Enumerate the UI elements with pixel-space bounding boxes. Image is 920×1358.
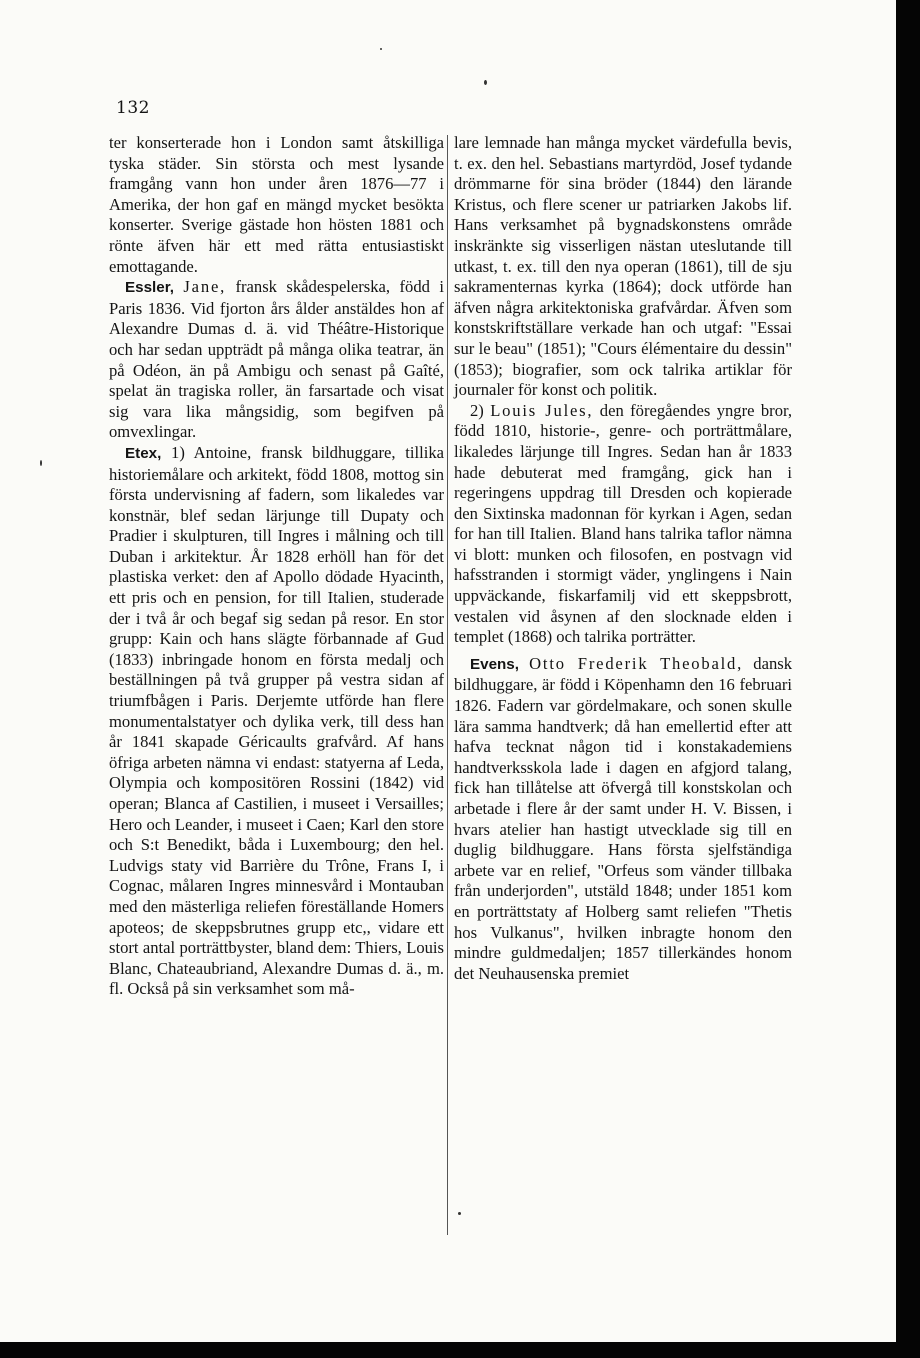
paper-speck (40, 460, 42, 466)
entry-etex (109, 443, 444, 1000)
left-column (109, 133, 444, 1000)
entry-name: Otto Frederik Theobald, (529, 653, 744, 673)
paragraph-text: ter konserterade hon i London samt åtskilliga tyska städer. Sin största och mest lysande framgång vann hon under åren 1876—77 i Amerika, der hon gaf en mängd mycket besökta konserter. Sverige gästade hon hösten 1881 och rönte äfven här ett med rätta entusiastiskt emottagande. (109, 133, 444, 276)
entry-name: Jane, (183, 277, 227, 297)
entry-lead: 2) (470, 400, 484, 420)
right-column (454, 133, 792, 984)
entry-evens (454, 654, 792, 985)
entry-headword: Etex, (125, 444, 162, 462)
entry-text: 1) Antoine, fransk bildhuggare, tillika historiemålare och arkitekt, född 1808, mottog sin första undervisning af fadern, som likaledes var konstnär, blef sedan lärjunge till Dupaty och Pradier i skulpturen, till Ingres i målning och till Duban i arkitektur. År 1828 erhöll han för det plastiska verket: den af Apollo dödade Hyacinth, ett pris och en pension, for till Italien, studerade der i två år och begaf sig sedan på resor. En stor grupp: Kain och hans slägte förbannade af Gud (1833) inbringade honom en första medalj och beställningen på två grupper på vestra sidan af triumfbågen i Paris. Derjemte utförde han flere monumentalstatyer och dylika verk, till dess han år 1841 skapade Géricaults grafvård. Af hans öfriga arbeten nämna vi endast: statyerna af Leda, Olympia och kompositören Rossini (1842) vid operan; Blanca af Castilien, i museet i Versailles; Hero och Leander, i museet i Caen; Karl den store och S:t Benedikt, båda i Luxembourg; den hel. Ludvigs staty vid Barrière du Trône, Frans I, i Cognac, målaren Ingres minnesvård i Montauban med den mästerliga reliefen föreställande Homers apoteos; de skeppsbrutnes grupp etc,, vidare ett stort antal porträttbyster, bland dem: Thiers, Louis Blanc, Chateaubriand, Alexandre Dumas d. ä., m. fl. Också på sin verksamhet som må- (109, 442, 444, 999)
entry-headword: Essler, (125, 279, 174, 297)
entry-essler (109, 277, 444, 443)
entry-text: fransk skådespelerska, född i Paris 1836. Vid fjorton års ålder anstäldes hon af Alexandre Dumas d. ä. vid Théâtre-Historique och har sedan uppträdt på många olika teatrar, än på Odéon, än på Ambigu och senast på Gaîté, spelat än tragiska roller, än farsartade och visat sig vara lika mångsidig, som begifven på omvexlingar. (109, 277, 444, 442)
entry-text: den föregåendes yngre bror, född 1810, historie-, genre- och porträttmålare, likaledes lärjunge till Ingres. Sedan han år 1833 hade debuterat med framgång, gick han i regeringens uppdrag till Dresden och kopierade den Sixtinska madonnan för kyrkan i Agen, sedan for han till Italien. Bland hans talrika taflor nämna vi blott: munken och filosofen, en postvagn vid hafsstranden i stormigt väder, ynglingens i Nain uppväckande, fiskarfamilj vid ett skeppsbrott, vestalen vid åsynen af den slocknade elden i templet (1868) och talrika porträtter. (454, 400, 792, 647)
paragraph-text: lare lemnade han många mycket värdefulla bevis, t. ex. den hel. Sebastians martyrdöd, Josef tydande drömmarne för sina bröder (1844) den lärande Kristus, och flere scener ur patriarken Jakobs lif. Hans verksamhet på bygnadskonstens område inskränkte sig visserligen nästan uteslutande till utkast, t. ex. till den nya operan (1861), till de sju sakramenternas kyrka (1864); dock utförde han äfven några arkitektoniska grafvårdar. Äfven som konstskriftställare verkade han och utgaf: "Essai sur le beau" (1851); "Cours élémentaire du dessin" (1853); biografier, som ock talrika artiklar för journaler för konst och politik. (454, 133, 792, 400)
entry-headword: Evens, (470, 655, 519, 673)
entry-text: dansk bildhuggare, är född i Köpenhamn den 16 februari 1826. Fadern var gördelmakare, och sonen skulle lära samma handtverk; då han emellertid efter att hafva tecknat någon tid i konstakademiens handtverksskola lade i dagen en afgjord talang, fick han tillåtelse att öfvergå till konstskolan och arbetade i flere år der samt under H. V. Bissen, i hvars atelier han hastigt utvecklade sig till en duglig bildhuggare. Hans första sjelfständiga arbete var en relief, "Orfeus som vänder tillbaka från underjorden", utstäld 1848; under 1851 kom en porträttstaty af Holberg samt reliefen "Thetis hos Vulkanus", hvilken inbragte honom den mindre guldmedaljen; 1857 tillerkändes honom det Neuhausenska premiet (454, 653, 792, 983)
paper-speck (380, 48, 382, 50)
paragraph-continuation (109, 133, 444, 277)
paper-speck (484, 80, 487, 85)
entry-name: Louis Jules, (490, 400, 594, 420)
page-number: 132 (116, 98, 150, 118)
paragraph-continuation (454, 133, 792, 401)
scan-border-bottom (0, 1342, 920, 1358)
scan-border-right (896, 0, 920, 1358)
column-divider (447, 135, 448, 1235)
entry-etex-louis-jules (454, 401, 792, 648)
paper-speck (458, 1212, 461, 1215)
